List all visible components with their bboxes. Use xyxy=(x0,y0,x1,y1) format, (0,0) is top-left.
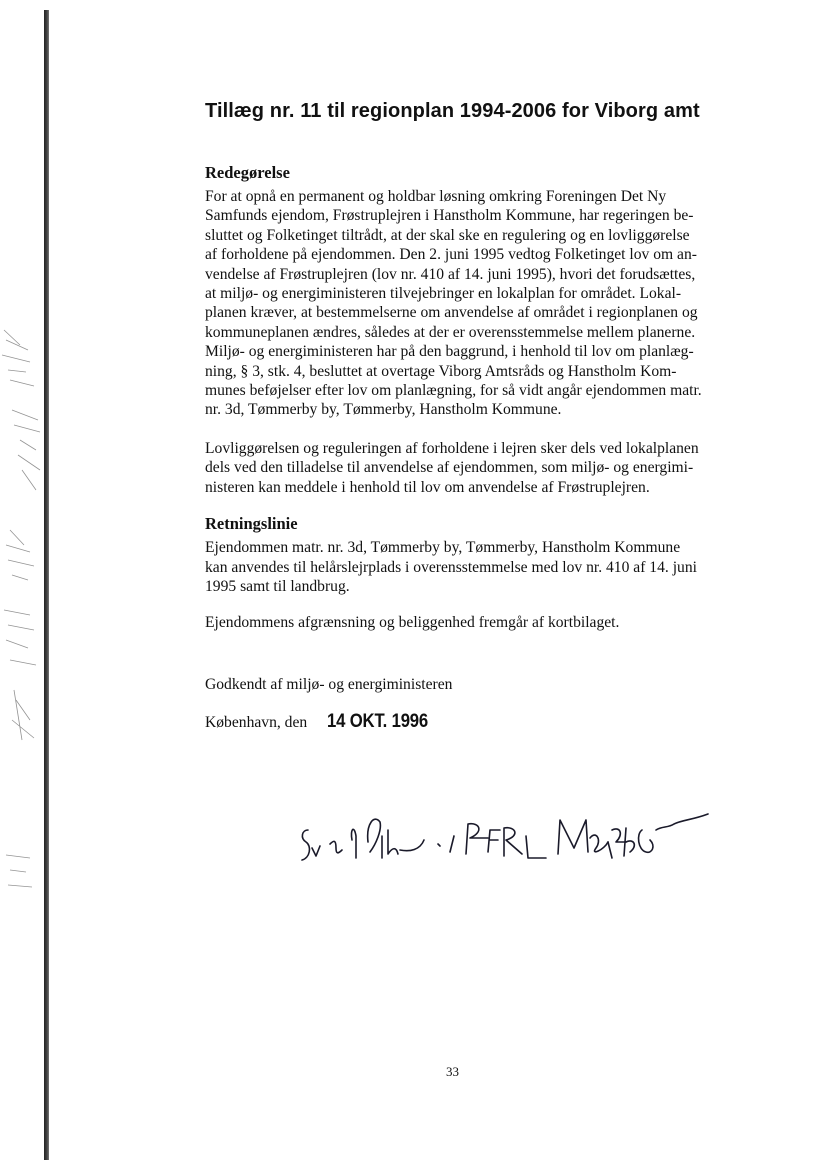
document-title: Tillæg nr. 11 til regionplan 1994-2006 for Viborg amt xyxy=(205,100,700,122)
text-line: munes beføjelser efter lov om planlægning, for så vidt angår ejendommen matr. xyxy=(205,382,702,400)
section2-paragraph2: Ejendommens afgrænsning og beliggenhed fremgår af kortbilaget. xyxy=(205,614,620,632)
text-line: For at opnå en permanent og holdbar løsning omkring Foreningen Det Ny xyxy=(205,188,667,205)
text-line: sluttet og Folketinget tiltrådt, at der skal ske en regulering og en lovliggørelse xyxy=(205,226,690,244)
text-line: kan anvendes til helårslejrplads i overensstemmelse med lov nr. 410 af 14. juni xyxy=(205,558,697,576)
date-line xyxy=(205,711,740,733)
section-heading-redegorelse: Redegørelse xyxy=(205,163,290,182)
text-line: Lovliggørelsen og reguleringen af forholdene i lejren sker dels ved lokalplanen xyxy=(205,439,699,457)
text-line: nisteren kan meddele i henhold til lov om anvendelse af Frøstruplejren. xyxy=(205,478,650,496)
text-line: planen kræver, at bestemmelserne om anvendelse af området i regionplanen og xyxy=(205,304,698,322)
text-line: ning, § 3, stk. 4, besluttet at overtage Viborg Amtsråds og Hanstholm Kom- xyxy=(205,362,677,380)
section2-paragraph1 xyxy=(205,538,740,596)
text-line: kommuneplanen ændres, således at der er overensstemmelse mellem planerne. xyxy=(205,323,696,341)
text-line: Miljø- og energiministeren har på den baggrund, i henhold til lov om planlæg- xyxy=(205,343,694,361)
section-heading-retningslinie: Retningslinie xyxy=(205,514,298,534)
section1-paragraph1 xyxy=(205,187,740,420)
page-number: 33 xyxy=(446,1064,459,1079)
section1-paragraph2 xyxy=(205,439,740,497)
scan-binding-edge xyxy=(44,10,49,1160)
text-line: vendelse af Frøstruplejren (lov nr. 410 af 14. juni 1995), hvori det forudsættes, xyxy=(205,265,696,283)
scan-margin-artifacts xyxy=(0,0,44,1169)
text-line: af forholdene på ejendommen. Den 2. juni 1995 vedtog Folketinget lov om an- xyxy=(205,246,697,264)
text-line: Samfunds ejendom, Frøstruplejren i Hanstholm Kommune, har regeringen be- xyxy=(205,207,694,225)
approval-line: Godkendt af miljø- og energiministeren xyxy=(205,675,453,693)
date-stamp: 14 OKT. 1996 xyxy=(327,711,429,733)
place-label: København, den xyxy=(205,714,308,732)
text-line: 1995 samt til landbrug. xyxy=(205,577,350,595)
handwritten-signatures xyxy=(290,800,710,880)
text-line: Ejendommen matr. nr. 3d, Tømmerby by, Tømmerby, Hanstholm Kommune xyxy=(205,539,681,557)
text-line: dels ved den tilladelse til anvendelse af ejendommen, som miljø- og energimi- xyxy=(205,459,694,477)
document-body xyxy=(205,163,740,733)
text-line: nr. 3d, Tømmerby by, Tømmerby, Hanstholm Kommune. xyxy=(205,401,562,419)
text-line: at miljø- og energiministeren tilvejebringer en lokalplan for området. Lokal- xyxy=(205,285,682,303)
